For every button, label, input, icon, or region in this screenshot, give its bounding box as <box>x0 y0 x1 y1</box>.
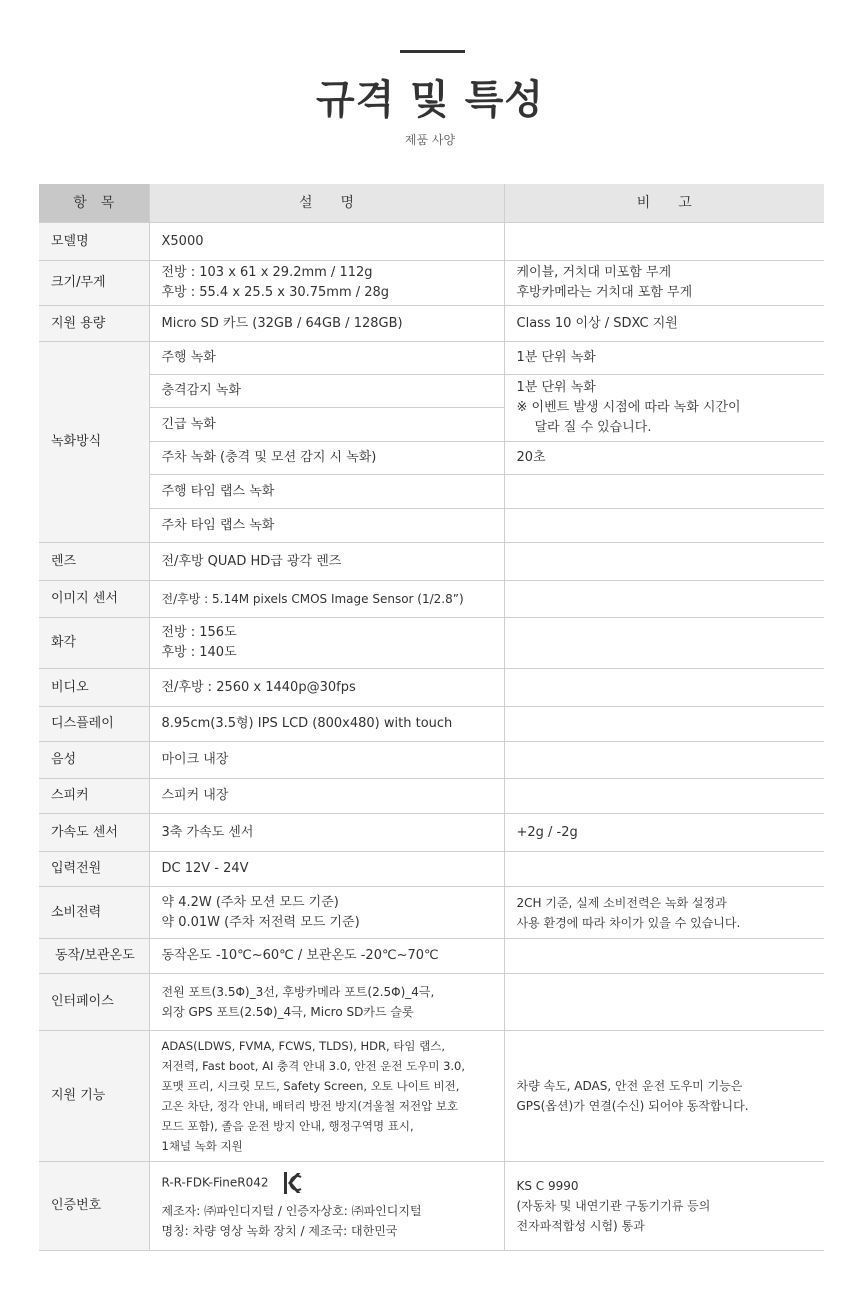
row-label: 지원 용량 <box>39 306 149 342</box>
desc-line: ADAS(LDWS, FVMA, FCWS, TLDS), HDR, 타임 랩스, <box>161 1039 446 1053</box>
note-line: 달라 질 수 있습니다. <box>534 420 652 435</box>
row-desc: 주차 타임 랩스 녹화 <box>149 509 504 543</box>
desc-line: 제조자: ㈜파인디지털 / 인증자상호: ㈜파인디지털 <box>161 1204 422 1218</box>
row-desc: 긴급 녹화 <box>149 408 504 442</box>
table-row <box>39 223 824 261</box>
row-label: 인증번호 <box>39 1162 149 1251</box>
row-note <box>504 509 824 543</box>
row-label: 지원 기능 <box>39 1031 149 1162</box>
page-subtitle: 제품 사양 <box>404 133 456 147</box>
row-desc: X5000 <box>149 223 504 261</box>
row-desc: 3축 가속도 센서 <box>149 814 504 852</box>
column-header-note: 비 고 <box>504 184 824 223</box>
desc-line: 고온 차단, 정각 안내, 배터리 방전 방지(겨울철 저전압 보호 <box>161 1099 459 1113</box>
table-row <box>39 618 824 669</box>
row-note <box>504 939 824 974</box>
table-row <box>39 742 824 779</box>
table-row <box>39 1162 824 1251</box>
row-note <box>504 581 824 618</box>
desc-line: 전원 포트(3.5Φ)_3선, 후방카메라 포트(2.5Φ)_4극, <box>161 985 435 999</box>
row-desc <box>149 974 504 1031</box>
row-desc: 동작온도 -10℃~60℃ / 보관온도 -20℃~70℃ <box>149 939 504 974</box>
spec-table <box>39 184 824 1251</box>
desc-line: 명칭: 차량 영상 녹화 장치 / 제조국: 대한민국 <box>161 1224 398 1238</box>
table-row <box>39 974 824 1031</box>
row-note: +2g / -2g <box>504 814 824 852</box>
row-desc: 전/후방 : 2560 x 1440p@30fps <box>149 669 504 707</box>
row-label: 동작/보관온도 <box>39 939 149 974</box>
note-line: 차량 속도, ADAS, 안전 운전 도우미 기능은 <box>516 1079 743 1093</box>
row-note <box>504 707 824 742</box>
row-note <box>504 974 824 1031</box>
table-row <box>39 852 824 887</box>
row-note <box>504 261 824 306</box>
note-line: 케이블, 거치대 미포함 무게 <box>516 265 672 280</box>
title-accent-bar <box>400 50 465 53</box>
note-line: 후방카메라는 거치대 포함 무게 <box>516 285 693 300</box>
cert-code: R-R-FDK-FineR042 <box>161 1175 269 1190</box>
row-note <box>504 618 824 669</box>
row-note <box>504 543 824 581</box>
table-row <box>39 581 824 618</box>
row-label: 스피커 <box>39 779 149 814</box>
table-header-row <box>39 184 824 223</box>
table-row <box>39 375 824 408</box>
row-note <box>504 1162 824 1251</box>
row-label: 소비전력 <box>39 887 149 939</box>
row-label: 가속도 센서 <box>39 814 149 852</box>
row-desc: Micro SD 카드 (32GB / 64GB / 128GB) <box>149 306 504 342</box>
row-desc <box>149 618 504 669</box>
table-row <box>39 509 824 543</box>
table-row <box>39 342 824 375</box>
row-label: 이미지 센서 <box>39 581 149 618</box>
note-line: 전자파적합성 시험) 통과 <box>516 1219 645 1233</box>
row-note <box>504 742 824 779</box>
row-label: 렌즈 <box>39 543 149 581</box>
row-label: 모델명 <box>39 223 149 261</box>
row-label: 음성 <box>39 742 149 779</box>
row-desc <box>149 887 504 939</box>
desc-line: 후방 : 140도 <box>161 645 237 660</box>
row-note: Class 10 이상 / SDXC 지원 <box>504 306 824 342</box>
row-label: 녹화방식 <box>39 342 149 543</box>
desc-line: 약 0.01W (주차 저전력 모드 기준) <box>161 914 360 930</box>
table-row <box>39 814 824 852</box>
row-desc: 8.95cm(3.5형) IPS LCD (800x480) with touch <box>149 707 504 742</box>
desc-line: 저전력, Fast boot, AI 충격 안내 3.0, 안전 운전 도우미 3.0, <box>161 1059 466 1073</box>
table-row <box>39 779 824 814</box>
row-label: 입력전원 <box>39 852 149 887</box>
row-label: 인터페이스 <box>39 974 149 1031</box>
desc-line: 후방 : 55.4 x 25.5 x 30.75mm / 28g <box>161 285 390 300</box>
row-label: 크기/무게 <box>39 261 149 306</box>
row-desc <box>149 1031 504 1162</box>
note-line: KS C 9990 <box>516 1179 579 1193</box>
desc-line: 전방 : 156도 <box>161 625 237 640</box>
page-title: 규격 및 특성 <box>315 77 545 123</box>
row-desc <box>149 1162 504 1251</box>
row-desc: 주차 녹화 (충격 및 모션 감지 시 녹화) <box>149 442 504 475</box>
note-line: 1분 단위 녹화 <box>516 380 596 395</box>
desc-line: 모드 포함), 졸음 운전 방지 안내, 행정구역명 표시, <box>161 1119 414 1133</box>
row-label: 비디오 <box>39 669 149 707</box>
row-desc: 스피커 내장 <box>149 779 504 814</box>
table-row <box>39 1031 824 1162</box>
table-row <box>39 442 824 475</box>
column-header-item: 항 목 <box>39 184 149 223</box>
row-desc: 충격감지 녹화 <box>149 375 504 408</box>
row-note <box>504 669 824 707</box>
row-desc: DC 12V - 24V <box>149 852 504 887</box>
row-desc: 전/후방 : 5.14M pixels CMOS Image Sensor (1/2.8”) <box>149 581 504 618</box>
row-desc <box>149 261 504 306</box>
kc-certification-icon <box>282 1171 302 1195</box>
table-row <box>39 261 824 306</box>
table-row <box>39 306 824 342</box>
table-row <box>39 543 824 581</box>
table-row <box>39 669 824 707</box>
row-note <box>504 852 824 887</box>
desc-line: 외장 GPS 포트(2.5Φ)_4극, Micro SD카드 슬롯 <box>161 1005 414 1019</box>
row-desc: 전/후방 QUAD HD급 광각 렌즈 <box>149 543 504 581</box>
desc-line: 약 4.2W (주차 모션 모드 기준) <box>161 894 339 910</box>
row-note <box>504 779 824 814</box>
row-note: 1분 단위 녹화 <box>504 342 824 375</box>
desc-line: 전방 : 103 x 61 x 29.2mm / 112g <box>161 265 373 280</box>
note-line: (자동차 및 내연기관 구동기기류 등의 <box>516 1199 711 1213</box>
table-row <box>39 475 824 509</box>
table-row <box>39 707 824 742</box>
row-note <box>504 1031 824 1162</box>
desc-line: 포맷 프리, 시크릿 모드, Safety Screen, 오토 나이트 비전, <box>161 1079 460 1093</box>
note-line: GPS(옵션)가 연결(수신) 되어야 동작합니다. <box>516 1099 749 1113</box>
row-note <box>504 475 824 509</box>
cert-code-line <box>162 1171 492 1195</box>
row-desc: 주행 타임 랩스 녹화 <box>149 475 504 509</box>
desc-line: 1채널 녹화 지원 <box>161 1139 243 1153</box>
row-label: 화각 <box>39 618 149 669</box>
row-desc: 주행 녹화 <box>149 342 504 375</box>
note-line: ※ 이벤트 발생 시점에 따라 녹화 시간이 <box>516 400 741 415</box>
note-line: 2CH 기준, 실제 소비전력은 녹화 설정과 <box>516 895 727 910</box>
row-note <box>504 887 824 939</box>
column-header-description: 설 명 <box>149 184 504 223</box>
row-desc: 마이크 내장 <box>149 742 504 779</box>
row-note <box>504 223 824 261</box>
table-row <box>39 887 824 939</box>
row-note <box>504 375 824 442</box>
row-label: 디스플레이 <box>39 707 149 742</box>
note-line: 사용 환경에 따라 차이가 있을 수 있습니다. <box>516 915 741 930</box>
table-row <box>39 939 824 974</box>
row-note: 20초 <box>504 442 824 475</box>
